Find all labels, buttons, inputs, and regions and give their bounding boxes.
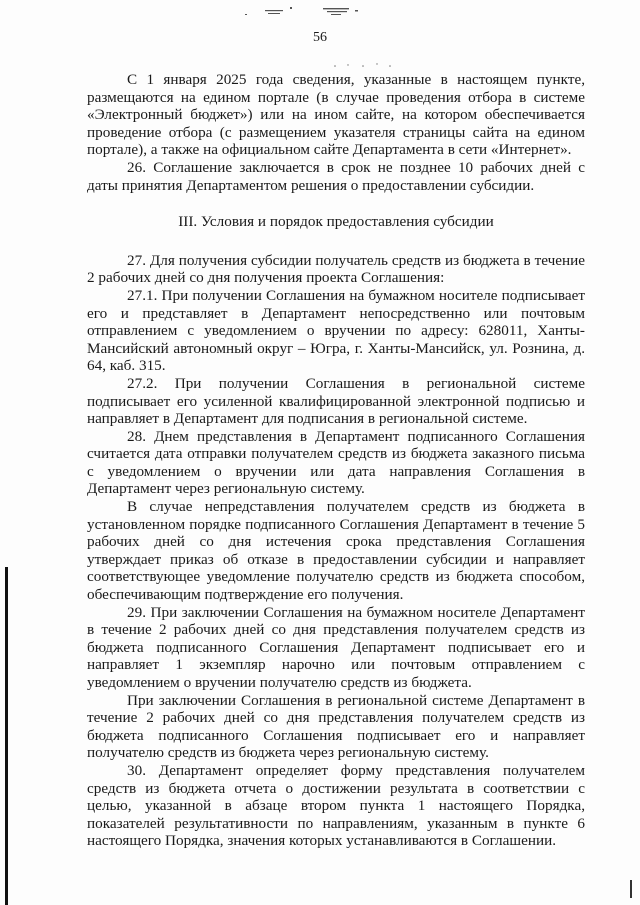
paragraph: 27. Для получения субсидии получатель средств из бюджета в течение 2 рабочих дней со дня получения проекта Соглашения: xyxy=(87,251,585,287)
section-heading: III. Условия и порядок предоставления субсидии xyxy=(178,213,494,231)
scan-dots xyxy=(330,60,430,70)
paragraph: 29. При заключении Соглашения на бумажном носителе Департамент в течение 2 рабочих дней со дня представления получателем средств из бюджета подписанного Соглашения Департамент подписывает его и направляет 1 экземпляр нарочно или почтовым отправлением с уведомлением о вручении получателю средств из бюджета. xyxy=(87,603,585,691)
scan-edge-mark xyxy=(630,880,632,898)
paragraph: При заключении Соглашения в региональной системе Департамент в течение 2 рабочих дней со дня представления получателем средств из бюджета подписанного Соглашения подписывает его и направляет получателю средств из бюджета через региональную систему. xyxy=(87,691,585,762)
paragraph: 30. Департамент определяет форму представления получателем средств из бюджета отчета о достижении результата в соответствии с целью, указанной в абзаце втором пункта 1 настоящего Порядка, показателей результативности по направлениям, указанным в пункте 6 настоящего Порядка, значения которых устанавливаются в Соглашении. xyxy=(87,761,585,850)
paragraph: 28. Днем представления в Департамент подписанного Соглашения считается дата отправки получателем средств из бюджета заказного письма с уведомлением о вручении или дата направления Соглашения в Департамент через региональную систему. xyxy=(87,427,585,498)
page-number: 56 xyxy=(313,30,327,45)
paragraph: 27.1. При получении Соглашения на бумажном носителе подписывает его и представляет в Департамент непосредственно или почтовым отправлением с уведомлением о вручении по адресу: 628011, Ханты-Мансийский автономный округ – Югра, г. Ханты-Мансийск, ул. Рознина, д. 64, каб. 315. xyxy=(87,286,585,375)
paragraph: С 1 января 2025 года сведения, указанные в настоящем пункте, размещаются на едином портале (в случае проведения отбора в системе «Электронный бюджет») или на ином сайте, на котором обеспечивается проведение отбора (с размещением указателя страницы сайта на едином портале), а также на официальном сайте Департамента в сети «Интернет». xyxy=(87,71,585,159)
paragraph: 27.2. При получении Соглашения в региональной системе подписывает его усиленной квалифицированной электронной подписью и направляет в Департамент для подписания в региональной системе. xyxy=(87,374,585,428)
document-body xyxy=(87,71,585,850)
paragraph: 26. Соглашение заключается в срок не позднее 10 рабочих дней с даты принятия Департаментом решения о предоставлении субсидии. xyxy=(87,158,585,194)
binding-edge xyxy=(5,567,8,905)
paragraph: В случае непредставления получателем средств из бюджета в установленном порядке подписанного Соглашения Департамент в течение 5 рабочих дней со дня истечения срока представления Соглашения утверждает приказ об отказе в предоставлении субсидии и направляет соответствующее уведомление получателю средств из бюджета способом, обеспечивающим подтверждение его получения. xyxy=(87,498,585,604)
scan-artifact xyxy=(235,2,385,24)
